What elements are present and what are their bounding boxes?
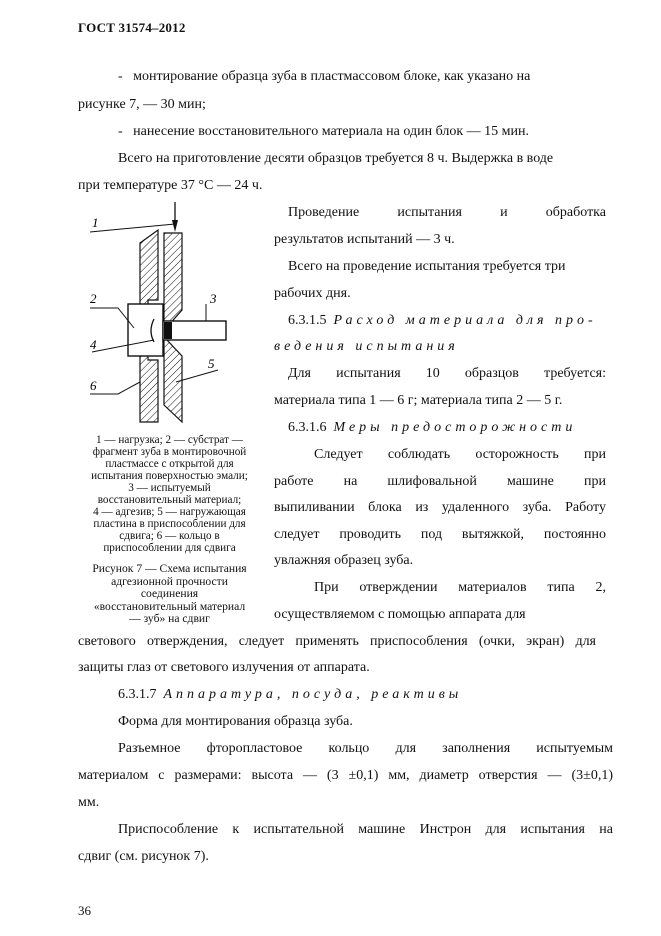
legend-line: восстановительный материал; (97, 494, 242, 506)
legend-line: приспособлении для сдвига (103, 542, 236, 554)
text-line: сдвиг (см. рисунок 7). (78, 849, 209, 864)
section-number: 6.3.1.5 (288, 313, 327, 328)
text-line: увлажняя образец зуба. (274, 553, 414, 568)
text-line: материалом с размерами: высота — (3 ±0,1) мм, диаметр отверстия — (3±0,1) (78, 768, 613, 783)
legend-line: сдвига; 6 — кольцо в (119, 530, 220, 542)
text-line: Следует соблюдать осторожность при (314, 447, 606, 462)
legend-line: испытания поверхностью эмали; (91, 470, 248, 482)
substrate-block (128, 304, 163, 356)
text-line: Всего на проведение испытания требуется три (288, 259, 566, 274)
text-line: Для испытания 10 образцов требуется: (288, 366, 606, 381)
legend-line: 3 — испытуемый (128, 482, 211, 494)
legend-line: фрагмент зуба в монтировочной (92, 446, 247, 458)
list-item-application: - нанесение восстановительного материала на один блок — 15 мин. (118, 124, 529, 139)
section-title: Аппаратура, посуда, реактивы (163, 687, 463, 702)
text-line: Разъемное фторопластовое кольцо для заполнения испытуемым (118, 741, 613, 756)
section-title: Меры предосторожности (333, 420, 577, 435)
text-line: Всего на приготовление десяти образцов требуется 8 ч. Выдержка в воде (118, 151, 554, 166)
text-line: материала типа 1 — 6 г; материала типа 2 — 5 г. (274, 393, 563, 408)
legend-line: пластина в приспособлении для (93, 518, 246, 530)
section-heading-6316 (288, 419, 576, 437)
text-line: При отверждении материалов типа 2, (314, 580, 606, 595)
list-item-mounting: - монтирование образца зуба в пластмассовом блоке, как указано на (118, 69, 531, 84)
text-line: Форма для монтирования образца зуба. (118, 714, 353, 729)
text-line: Приспособление к испытательной машине Инстрон для испытания на (118, 822, 613, 837)
adhesive-layer (164, 322, 172, 339)
text-line: рабочих дня. (274, 286, 351, 301)
page-number: 36 (78, 903, 91, 918)
figure-label-6: 6 (90, 378, 97, 393)
caption-line: соединения (140, 587, 199, 600)
caption-line: Рисунок 7 — Схема испытания (92, 562, 247, 575)
section-number: 6.3.1.6 (288, 420, 327, 435)
text-line: мм. (78, 795, 100, 810)
text-line: Проведение испытания и обработка (288, 205, 606, 220)
figure-caption (78, 563, 261, 626)
figure-label-4: 4 (90, 337, 97, 352)
legend-line: 1 — нагрузка; 2 — субстрат — (96, 434, 243, 446)
sample-rect (163, 321, 226, 340)
figure-label-5: 5 (208, 356, 215, 371)
section-title: Расход материала для про- (333, 313, 597, 328)
caption-line: адгезионной прочности (111, 574, 228, 588)
text-line: работе на шлифовальной машине при (274, 474, 606, 489)
section-number: 6.3.1.7 (118, 687, 157, 702)
section-heading-6315 (288, 312, 597, 330)
figure-label-3: 3 (210, 291, 217, 306)
text-line: рисунке 7, — 30 мин; (78, 97, 206, 112)
caption-line: — зуб» на сдвиг (129, 612, 210, 625)
shear-test-diagram (78, 200, 263, 430)
section-title-cont: ведения испытания (274, 339, 459, 354)
load-arrow-head (172, 220, 178, 232)
figure-legend (78, 434, 261, 554)
leader-6 (90, 382, 140, 394)
caption-line: «восстановительный материал (93, 599, 246, 613)
text-line: светового отверждения, следует применять приспособления (очки, экран) для (78, 634, 596, 649)
text-line: при температуре 37 °С — 24 ч. (78, 178, 263, 193)
figure-label-2: 2 (90, 291, 97, 306)
legend-line: пластмассе с открытой для (105, 458, 234, 470)
legend-line: 4 — адгезив; 5 — нагружающая (93, 506, 246, 518)
text-line: защиты глаз от светового излучения от аппарата. (78, 660, 370, 675)
figure-label-1: 1 (92, 215, 99, 230)
leader-1 (90, 224, 175, 232)
section-heading-6317 (118, 686, 462, 704)
document-header: ГОСТ 31574–2012 (78, 20, 186, 35)
text-line: следует проводить под вытяжкой, постоянно (274, 527, 606, 542)
text-line: осуществляемом с помощью аппарата для (274, 607, 526, 622)
text-line: результатов испытаний — 3 ч. (274, 232, 455, 247)
text-line: выпиливании блока из удаленного зуба. Работу (274, 500, 606, 515)
